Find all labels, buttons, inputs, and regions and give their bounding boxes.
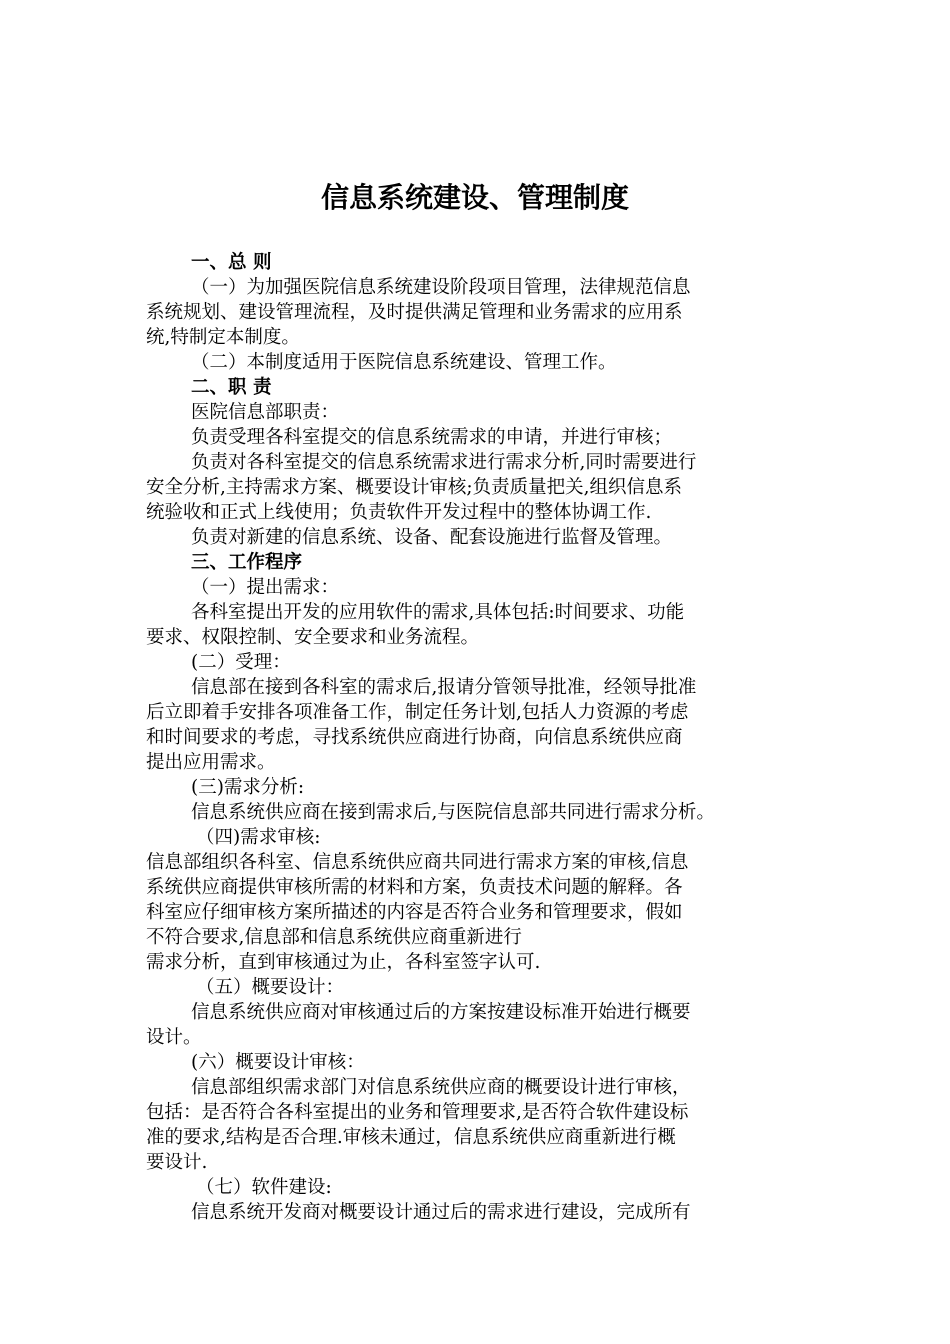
section-heading: 三、工作程序 [191,552,303,573]
text-line: 包括：是否符合各科室提出的业务和管理要求,是否符合软件建设标 [146,1102,689,1123]
text-line: 信息部在接到各科室的需求后,报请分管领导批准，经领导批准 [191,677,697,698]
text-line: 要设计. [146,1152,208,1173]
text-line: 负责对新建的信息系统、设备、配套设施进行监督及管理。 [191,527,673,548]
text-line: (三)需求分析: [191,777,305,798]
text-line: 设计。 [146,1027,202,1048]
text-line: 和时间要求的考虑，寻找系统供应商进行协商，向信息系统供应商 [146,727,683,748]
text-line: （一）为加强医院信息系统建设阶段项目管理，法律规范信息 [191,277,691,298]
text-line: 信息部组织各科室、信息系统供应商共同进行需求方案的审核,信息 [146,852,689,873]
text-line: 科室应仔细审核方案所描述的内容是否符合业务和管理要求，假如 [146,902,683,923]
section-heading: 一、总 则 [191,252,272,273]
text-line: 负责受理各科室提交的信息系统需求的申请，并进行审核； [191,427,673,448]
text-line: 医院信息部职责： [191,402,340,423]
text-line: （七）软件建设: [196,1177,332,1198]
text-line: 系统供应商提供审核所需的材料和方案，负责技术问题的解释。各 [146,877,683,898]
text-line: 不符合要求,信息部和信息系统供应商重新进行 [146,927,522,948]
text-line: 信息系统供应商对审核通过后的方案按建设标准开始进行概要 [191,1002,691,1023]
text-line: 信息系统开发商对概要设计通过后的需求进行建设，完成所有 [191,1202,691,1223]
document-title: 信息系统建设、管理制度 [320,181,629,214]
text-line: (六）概要设计审核： [191,1052,365,1073]
text-line: 后立即着手安排各项准备工作，制定任务计划,包括人力资源的考虑 [146,702,689,723]
text-line: (二）受理： [191,652,291,673]
section-heading: 二、职 责 [191,377,272,398]
text-line: 负责对各科室提交的信息系统需求进行需求分析,同时需要进行 [191,452,697,473]
text-line: 安全分析,主持需求方案、概要设计审核;负责质量把关,组织信息系 [146,477,682,498]
document-body [146,250,826,1225]
text-line: 信息系统供应商在接到需求后,与医院信息部共同进行需求分析。 [191,802,715,823]
text-line: （二）本制度适用于医院信息系统建设、管理工作。 [191,352,617,373]
text-line: 需求分析，直到审核通过为止，各科室签字认可. [146,952,541,973]
text-line: 各科室提出开发的应用软件的需求,具体包括:时间要求、功能 [191,602,685,623]
text-line: 要求、权限控制、安全要求和业务流程。 [146,627,480,648]
text-line: 提出应用需求。 [146,752,276,773]
text-line: 系统规划、建设管理流程，及时提供满足管理和业务需求的应用系 [146,302,683,323]
text-line: （一）提出需求： [191,577,340,598]
text-line: 统验收和正式上线使用；负责软件开发过程中的整体协调工作. [146,502,652,523]
text-line: （五）概要设计： [196,977,345,998]
text-line: 信息部组织需求部门对信息系统供应商的概要设计进行审核， [191,1077,691,1098]
text-line: 准的要求,结构是否合理.审核未通过，信息系统供应商重新进行概 [146,1127,676,1148]
text-line: 统,特制定本制度。 [146,327,300,348]
text-line: （四)需求审核: [196,827,321,848]
